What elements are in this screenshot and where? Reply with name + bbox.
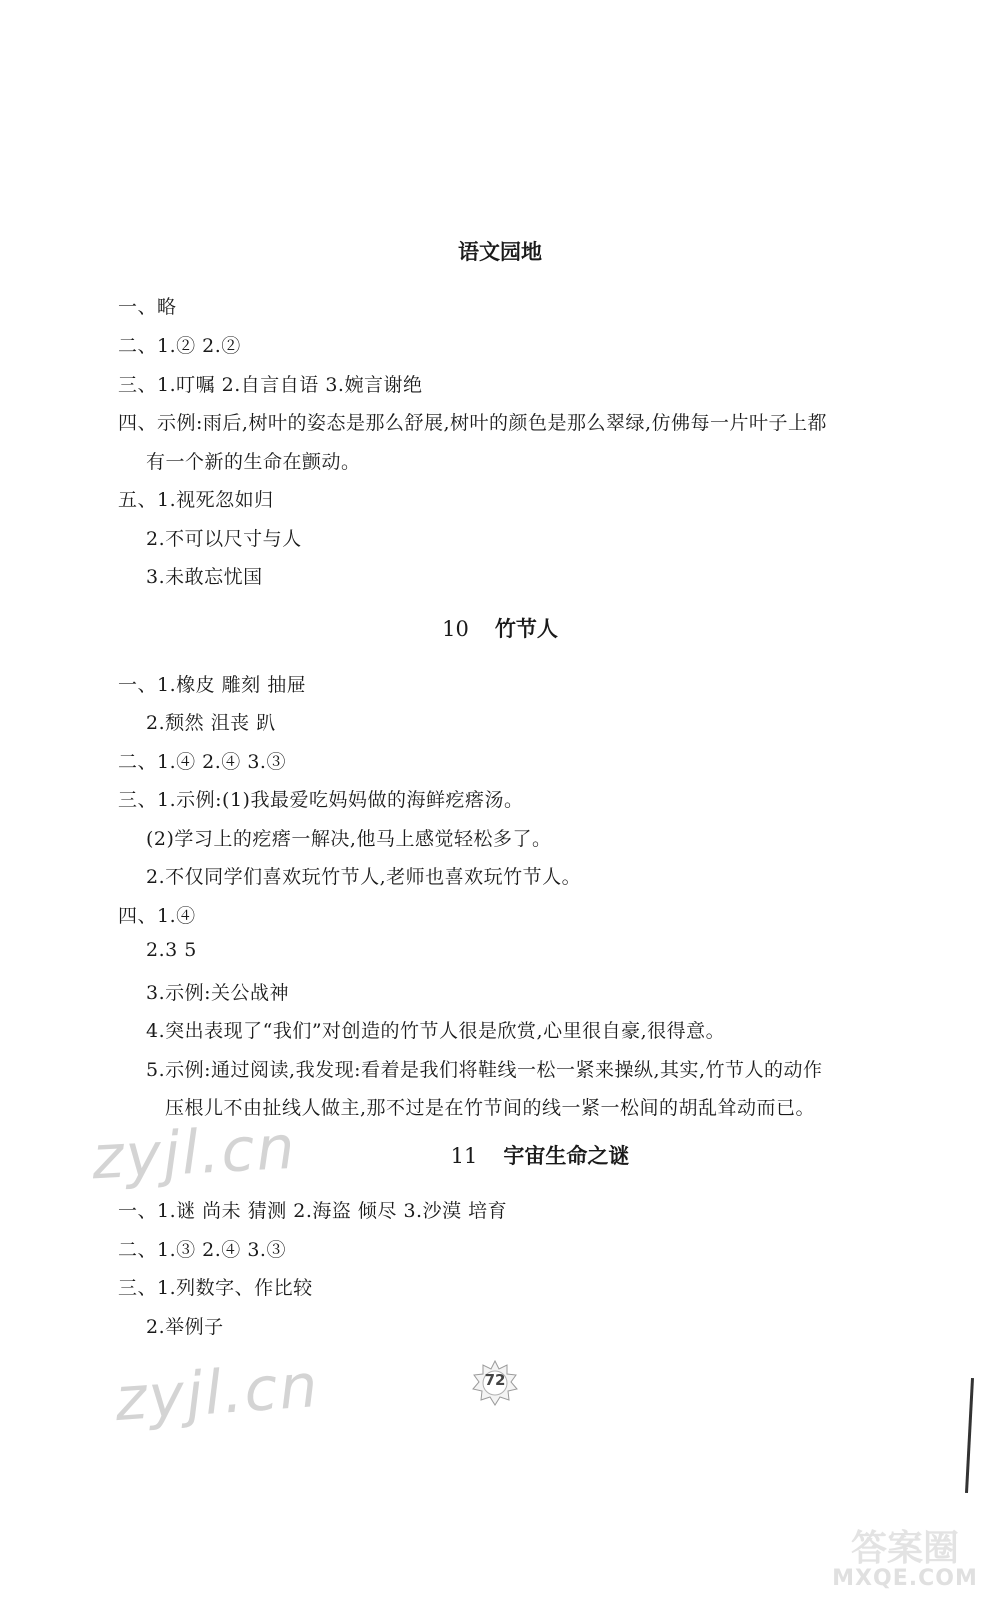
answer-line: 2.不仅同学们喜欢玩竹节人,老师也喜欢玩竹节人。 [146,866,582,888]
lesson-number: 10 [442,617,469,641]
heading-yuwen-yuandi: 语文园地 [458,240,542,264]
page-number: 72 [484,1371,506,1389]
answer-line: 一、1.橡皮 雕刻 抽屉 [118,674,307,696]
lesson-title: 竹节人 [494,617,558,641]
answer-line: (2)学习上的疙瘩一解决,他马上感觉轻松多了。 [146,828,552,850]
scan-edge-mark [965,1378,974,1493]
stamp-url-text: MXQE.COM [832,1566,978,1591]
answer-line: 二、1.③ 2.④ 3.③ [118,1239,286,1261]
answer-line: 3.示例:关公战神 [146,982,290,1004]
answer-line: 2.颓然 沮丧 趴 [146,712,276,734]
lesson-title: 宇宙生命之谜 [503,1144,630,1168]
answer-line: 二、1.④ 2.④ 3.③ [118,751,286,773]
answer-line: 5.示例:通过阅读,我发现:看着是我们将鞋线一松一紧来操纵,其实,竹节人的动作 [146,1059,823,1081]
heading-lesson-11 [40,1140,1000,1170]
heading-lesson-10 [0,613,1000,643]
answer-line: 三、1.列数字、作比较 [118,1277,313,1299]
lesson-number: 11 [450,1144,478,1168]
page-number-badge [472,1360,518,1406]
watermark-text: zyjl.cn [112,1350,322,1436]
answer-line: 2.举例子 [146,1316,224,1338]
answer-line: 压根儿不由扯线人做主,那不过是在竹节间的线一紧一松间的胡乱耸动而已。 [165,1097,816,1119]
stamp-logo-text: 答案圈 [850,1528,959,1569]
answer-line: 二、1.② 2.② [118,335,241,357]
site-stamp [820,1520,990,1595]
answer-line: 有一个新的生命在颤动。 [146,451,361,473]
answer-line: 四、示例:雨后,树叶的姿态是那么舒展,树叶的颜色是那么翠绿,仿佛每一片叶子上都 [118,412,828,434]
answer-line: 3.未敢忘忧国 [146,566,263,588]
answer-line: 五、1.视死忽如归 [118,489,274,511]
answer-line: 2.不可以尺寸与人 [146,528,302,550]
answer-line: 三、1.示例:(1)我最爱吃妈妈做的海鲜疙瘩汤。 [118,789,524,811]
answer-line: 2.3 5 [146,939,197,961]
answer-line: 一、略 [118,296,177,318]
answer-line: 四、1.④ [118,905,196,927]
answer-line: 一、1.谜 尚未 猜测 2.海盗 倾尽 3.沙漠 培育 [118,1200,508,1222]
answer-line: 4.突出表现了“我们”对创造的竹节人很是欣赏,心里很自豪,很得意。 [146,1020,726,1042]
watermark-text: zyjl.cn [90,1112,299,1194]
answer-line: 三、1.叮嘱 2.自言自语 3.婉言谢绝 [118,374,423,396]
